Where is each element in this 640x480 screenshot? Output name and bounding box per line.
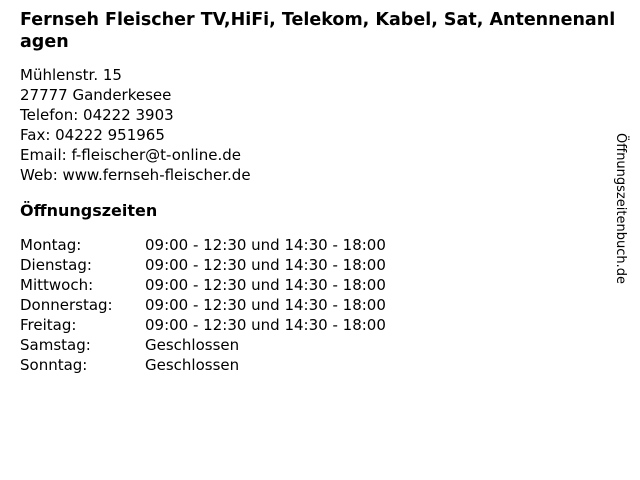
time-value: 09:00 - 12:30 und 14:30 - 18:00: [145, 316, 386, 334]
email-line: Email: f-fleischer@t-online.de: [20, 146, 241, 164]
address-street: Mühlenstr. 15: [20, 66, 122, 84]
hours-row-tuesday: [20, 255, 620, 275]
time-value: 09:00 - 12:30 und 14:30 - 18:00: [145, 236, 386, 254]
time-value: Geschlossen: [145, 336, 240, 354]
fax-line: Fax: 04222 951965: [20, 126, 165, 144]
day-label: Montag:: [20, 236, 82, 254]
day-label: Mittwoch:: [20, 276, 94, 294]
time-value: 09:00 - 12:30 und 14:30 - 18:00: [145, 256, 386, 274]
address-city: 27777 Ganderkesee: [20, 86, 172, 104]
time-value: 09:00 - 12:30 und 14:30 - 18:00: [145, 296, 386, 314]
opening-hours-heading: Öffnungszeiten: [20, 201, 158, 220]
day-label: Dienstag:: [20, 256, 92, 274]
contact-block: [20, 65, 620, 185]
day-label: Sonntag:: [20, 356, 88, 374]
hours-row-saturday: [20, 335, 620, 355]
phone-line: Telefon: 04222 3903: [20, 106, 174, 124]
page-title: Fernseh Fleischer TV,HiFi, Telekom, Kabel, Sat, Antennenanlagen: [20, 10, 616, 52]
hours-row-sunday: [20, 355, 620, 375]
business-info-page: [20, 10, 620, 375]
day-label: Samstag:: [20, 336, 91, 354]
watermark-vertical-text: Öffnungszeitenbuch.de: [613, 133, 628, 284]
hours-row-friday: [20, 315, 620, 335]
time-value: 09:00 - 12:30 und 14:30 - 18:00: [145, 276, 386, 294]
hours-row-wednesday: [20, 275, 620, 295]
day-label: Donnerstag:: [20, 296, 113, 314]
opening-hours-table: [20, 235, 620, 375]
hours-row-thursday: [20, 295, 620, 315]
day-label: Freitag:: [20, 316, 77, 334]
web-line: Web: www.fernseh-fleischer.de: [20, 166, 251, 184]
hours-row-monday: [20, 235, 620, 255]
time-value: Geschlossen: [145, 356, 240, 374]
